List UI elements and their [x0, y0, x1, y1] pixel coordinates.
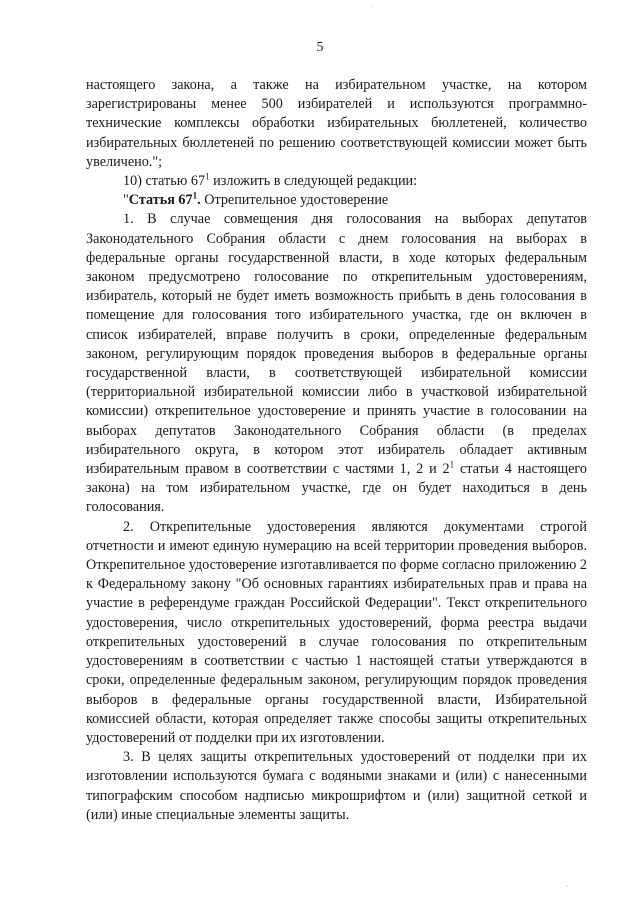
article-heading [86, 191, 587, 210]
paragraph-1-superscript: 1 [449, 459, 455, 470]
paragraph-3: 3. В целях защиты открепительных удостоверений от подделки при их изготовлении используются бумага с водяными знаками и (или) с нанесенными типографским способом надписью микрошрифтом и (или) защитной сеткой и (или) иные специальные элементы защиты. [86, 749, 587, 823]
scan-speck: · [371, 2, 374, 11]
paragraph-2: 2. Открепительные удостоверения являются документами строгой отчетности и имеют единую нумерацию на всей территории проведения выборов. Открепительное удостоверение изготавливается по форме согласно приложению 2 к Федеральному закону "Об основных гарантиях избирательных прав и права на участие в референдуме граждан Российской Федерации". Текст открепительного удостоверения, число открепительных удостоверений, форма реестра выдачи открепительных удостоверений в случае голосования по открепительным удостоверениям в соответствии с частью 1 настоящей статьи утверждаются в сроки, определенные федеральным законом, регулирующим порядок проведения выборов в федеральные органы государственной власти, Избирательной комиссией области, которая определяет также способы защиты открепительных удостоверений от подделки при их изготовлении. [86, 518, 587, 746]
page-number: 5 [316, 40, 324, 55]
document-body [86, 76, 587, 825]
item-10-text-pre: 10) статью 67 [123, 173, 206, 190]
paragraph-1-text-a: 1. В случае совмещения дня голосования на выборах депутатов Законодательного Собрания области с днем голосования на выборах в федеральные органы государственной власти, в ходе которых федеральным законом предусмотрено голосование по открепительным удостоверениям, избиратель, который не будет иметь возможность прибыть в день голосования в помещение для голосования того избирательного участка, где он включен в список избирателей, вправе получить в сроки, определенные федеральным законом, регулирующим порядок проведения выборов в федеральные органы государственной власти, в соответствующей избирательной комиссии (территориальной избирательной комиссии либо в участковой избирательной комиссии) открепительное удостоверение и принять участие в голосовании на выборах депутатов Законодательного Собрания области (в пределах избирательного округа, в котором этот избиратель обладает активным избирательным правом в соответствии с частями 1, 2 и 2 [86, 211, 587, 478]
article-heading-number [129, 192, 201, 208]
item-10-superscript: 1 [205, 171, 210, 182]
paragraph-1 [86, 210, 587, 517]
paragraph-1-text-b: статьи 4 настоящего закона) на том избирательном участке, где он будет находиться в день голосования. [86, 461, 587, 516]
article-heading-dot: . [197, 192, 201, 209]
article-heading-superscript: 1 [192, 190, 198, 201]
item-10-text-post: изложить в следующей редакции: [209, 173, 418, 190]
paragraph-intro: настоящего закона, а также на избирательном участке, на котором зарегистрированы менее 500 избирателей и используются программно-технические комплексы обработки избирательных бюллетеней, количество избирательных бюллетеней по решению соответствующей комиссии может быть увеличено."; [86, 77, 587, 170]
paragraph-item-10 [86, 172, 587, 191]
article-heading-bold: Статья 67 [128, 192, 193, 209]
scan-speck: · [566, 882, 569, 891]
article-heading-title: Отрепительное удостоверение [200, 192, 389, 209]
article-heading-quote: " [123, 192, 129, 209]
